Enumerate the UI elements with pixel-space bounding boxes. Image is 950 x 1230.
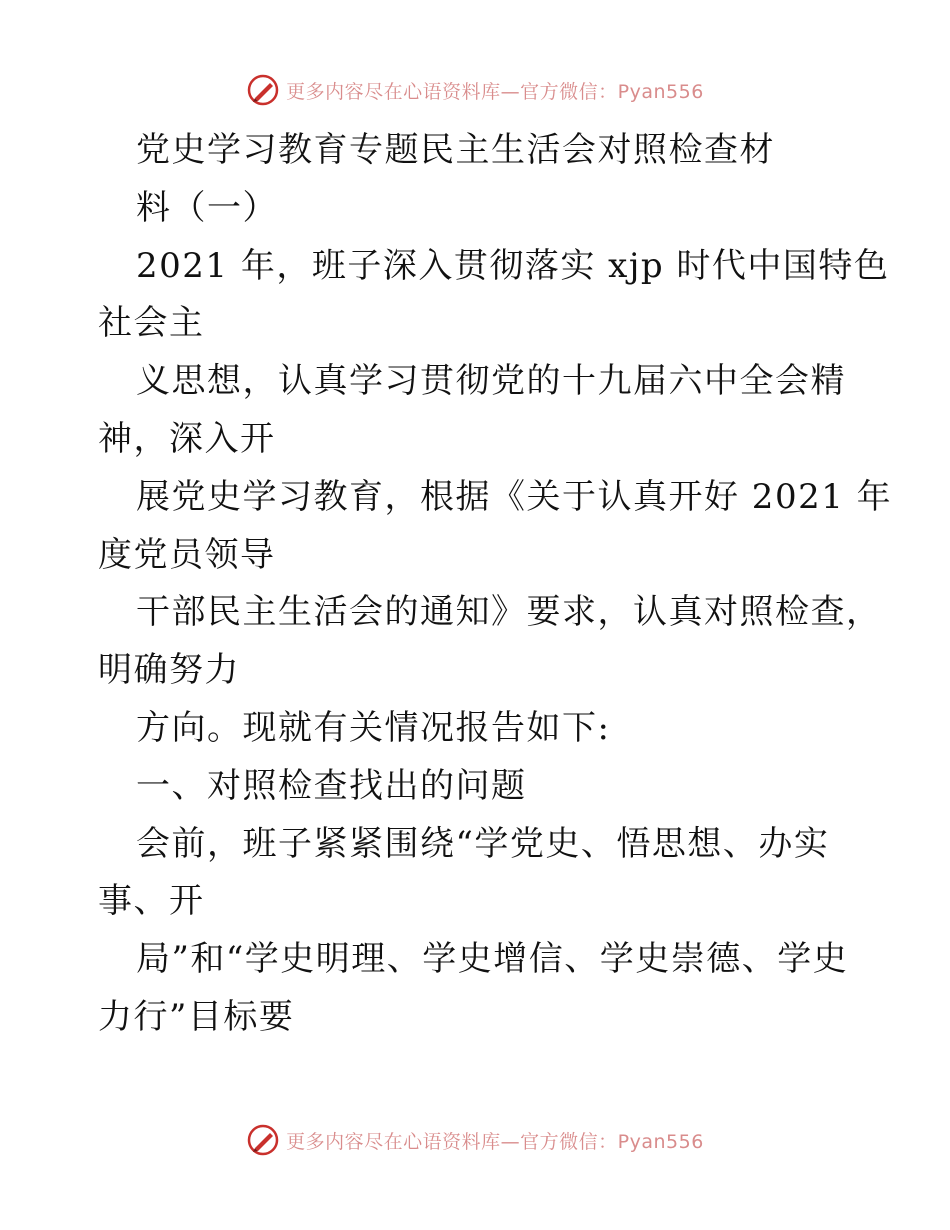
watermark-text: 更多内容尽在心语资料库—官方微信：Pyan556 bbox=[286, 80, 704, 103]
text-line: 一、对照检查找出的问题 bbox=[136, 765, 527, 806]
text-line: 干部民主生活会的通知》要求，认真对照检查， bbox=[136, 592, 882, 633]
footer-watermark bbox=[0, 1120, 950, 1160]
text-line: 神，深入开 bbox=[98, 418, 276, 459]
watermark-text: 更多内容尽在心语资料库—官方微信：Pyan556 bbox=[286, 1130, 704, 1153]
text-line: 展党史学习教育，根据《关于认真开好 2021 年 bbox=[136, 476, 893, 517]
text-line: 料（一） bbox=[136, 187, 278, 228]
text-line: 力行”目标要 bbox=[98, 996, 295, 1037]
text-line: 社会主 bbox=[98, 303, 205, 344]
document-body bbox=[98, 122, 893, 1047]
text-line: 局”和“学史明理、学史增信、学史崇德、学史 bbox=[136, 939, 849, 980]
pen-logo-icon bbox=[246, 1123, 280, 1157]
header-watermark bbox=[0, 70, 950, 110]
text-line: 义思想，认真学习贯彻党的十九届六中全会精 bbox=[136, 361, 846, 402]
text-line: 2021 年，班子深入贯彻落实 xjp 时代中国特色 bbox=[136, 245, 890, 286]
text-line: 会前，班子紧紧围绕“学党史、悟思想、办实 bbox=[136, 823, 830, 864]
text-line: 事、开 bbox=[98, 881, 205, 922]
pen-logo-icon bbox=[246, 73, 280, 107]
text-line: 明确努力 bbox=[98, 650, 240, 691]
text-line: 方向。现就有关情况报告如下: bbox=[136, 707, 611, 748]
text-line: 党史学习教育专题民主生活会对照检查材 bbox=[136, 130, 775, 170]
text-line: 度党员领导 bbox=[98, 534, 276, 575]
